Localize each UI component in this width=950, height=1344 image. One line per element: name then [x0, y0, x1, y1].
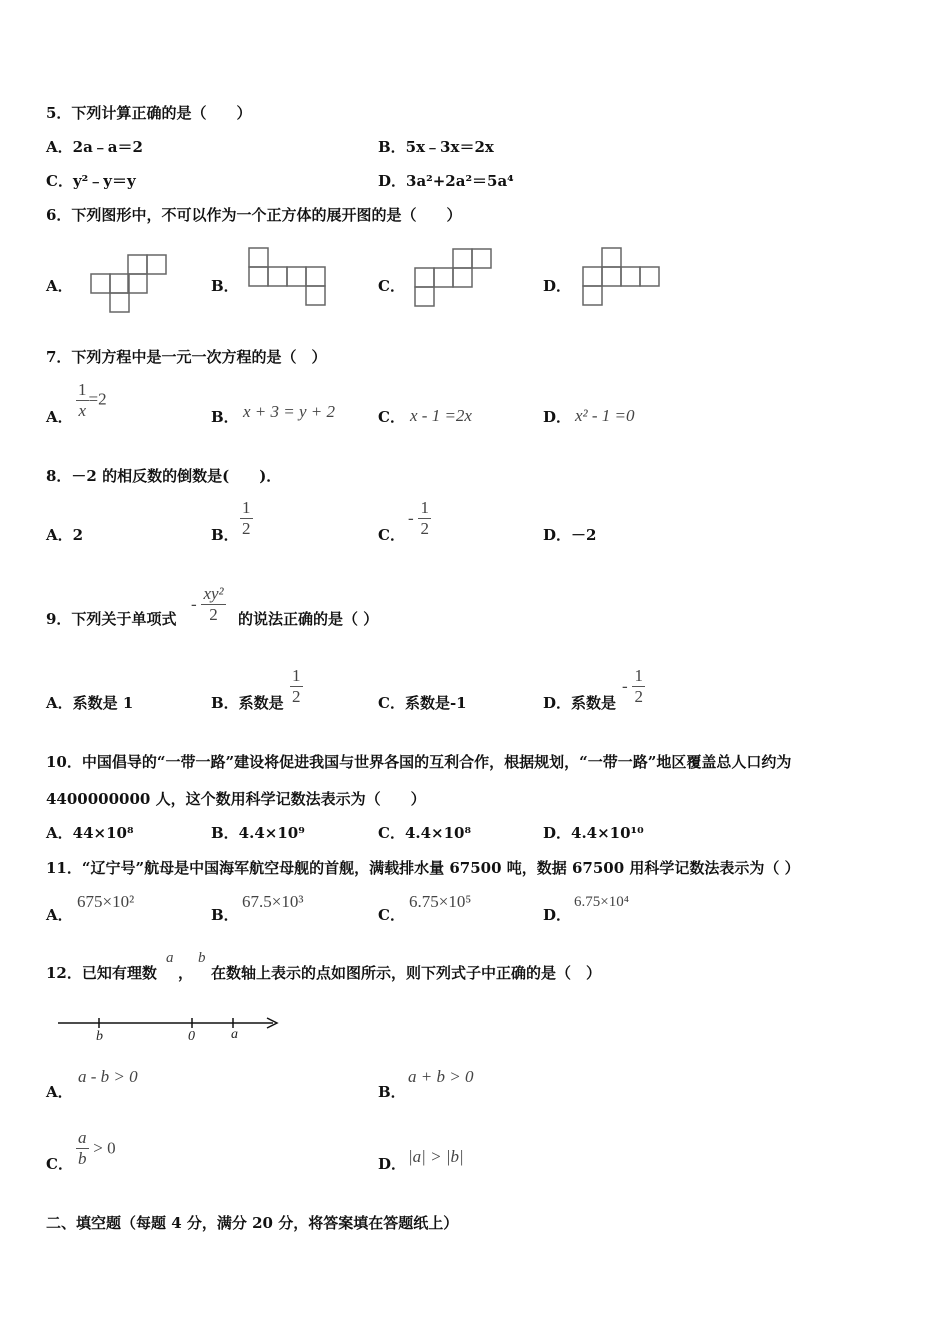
q8-c-sign: -: [408, 508, 414, 528]
q8-option-c: C．: [378, 526, 405, 544]
q5-option-d: D．3a²+2a²＝5a⁴: [378, 172, 514, 190]
q7-option-a: A．: [46, 408, 73, 426]
q7-option-c: C．: [378, 408, 405, 426]
q7-option-a-expr: [76, 380, 107, 421]
q5-option-c: C．y²﹣y＝y: [46, 172, 136, 190]
q12-b-expr: a + b > 0: [408, 1067, 474, 1086]
number-line-label-0: 0: [188, 1029, 195, 1044]
q7-a-numerator: 1: [78, 380, 87, 399]
q9-option-b: B．系数是: [211, 694, 284, 712]
q8-option-b: B．: [211, 526, 239, 544]
q8-option-a: A．2: [46, 526, 84, 544]
q9-d-numerator: 1: [634, 666, 643, 685]
q8-c-denominator: 2: [420, 519, 429, 538]
q10-option-c: C．4.4×10⁸: [378, 824, 472, 842]
q7-a-denominator: x: [78, 401, 87, 420]
q12-c-denominator: b: [78, 1149, 87, 1168]
q11-b-expr: 67.5×10³: [242, 892, 304, 911]
q12-a-expr: a - b > 0: [78, 1067, 138, 1086]
q12-comma: ，: [178, 964, 194, 982]
section-2-heading: 二、填空题（每题 4 分，满分 20 分，将答案填在答题纸上）: [46, 1214, 459, 1232]
cube-net-b: [246, 245, 332, 311]
q9-option-d: D．系数是: [543, 694, 617, 712]
q8-b-numerator: 1: [242, 498, 251, 517]
q7-option-b: B．: [211, 408, 239, 426]
q5-option-b: B．5x﹣3x＝2x: [378, 138, 494, 156]
q7-title: 7．下列方程中是一元一次方程的是（ ）: [46, 348, 327, 366]
q9-prefix: 9．下列关于单项式: [46, 610, 177, 628]
q7-c-expr: x - 1 =2x: [410, 406, 472, 425]
q9-b-fraction: [290, 666, 303, 707]
q8-b-fraction: [240, 498, 253, 539]
q9-b-numerator: 1: [292, 666, 301, 685]
q11-title: 11．“辽宁号”航母是中国海军航空母舰的首舰，满载排水量 67500 吨，数据 67500 用科学记数法表示为（ ）: [46, 859, 800, 877]
q9-d-fraction: [622, 666, 645, 707]
q12-c-expr: [76, 1128, 116, 1169]
q10-option-a: A．44×10⁸: [46, 824, 134, 842]
q7-option-d: D．: [543, 408, 572, 426]
q10-line2: 4400000000 人，这个数用科学记数法表示为（ ）: [46, 790, 426, 808]
q10-option-d: D．4.4×10¹⁰: [543, 824, 644, 842]
q8-title: 8．－2 的相反数的倒数是( )．: [46, 467, 282, 485]
q11-option-b: B．: [211, 906, 239, 924]
cube-net-a: [88, 252, 172, 316]
cube-net-d: [580, 245, 666, 311]
q9-option-c: C．系数是-1: [378, 694, 467, 712]
q9-b-denominator: 2: [292, 687, 301, 706]
q7-b-expr: x + 3 = y + 2: [243, 402, 336, 421]
q5-option-a: A．2a﹣a＝2: [46, 138, 143, 156]
q11-c-expr: 6.75×10⁵: [409, 892, 472, 911]
q11-a-expr: 675×10²: [77, 892, 135, 911]
q6-option-c: C．: [378, 277, 405, 295]
q6-option-d: D．: [543, 277, 572, 295]
q11-option-d: D．: [543, 906, 572, 924]
q5-title: 5．下列计算正确的是（ ）: [46, 104, 252, 122]
q9-monomial-numerator: xy²: [203, 584, 224, 603]
q9-d-denominator: 2: [634, 687, 643, 706]
q10-option-b: B．4.4×10⁹: [211, 824, 305, 842]
q11-option-a: A．: [46, 906, 73, 924]
q12-c-rest: > 0: [93, 1138, 116, 1158]
q6-title: 6．下列图形中，不可以作为一个正方体的展开图的是（ ）: [46, 206, 462, 224]
q11-d-expr: 6.75×10⁴: [574, 894, 629, 910]
q9-monomial-denominator: 2: [209, 605, 218, 624]
q8-c-fraction: [408, 498, 431, 539]
q12-d-expr: |a| > |b|: [408, 1147, 464, 1166]
q8-c-numerator: 1: [420, 498, 429, 517]
q6-option-a: A．: [46, 277, 73, 295]
q9-d-sign: -: [622, 676, 628, 696]
q12-option-c: C．: [46, 1155, 73, 1173]
q6-option-b: B．: [211, 277, 239, 295]
q12-suffix: 在数轴上表示的点如图所示，则下列式子中正确的是（ ）: [211, 964, 602, 982]
q12-option-d: D．: [378, 1155, 407, 1173]
q10-line1: 10．中国倡导的“一带一路”建设将促进我国与世界各国的互利合作，根据规划，“一带一路”地区覆盖总人口约为: [46, 753, 792, 771]
q7-a-rest: =2: [88, 389, 107, 409]
q12-prefix: 12．已知有理数: [46, 964, 157, 982]
q12-option-b: B．: [378, 1083, 406, 1101]
q8-option-d: D．－2: [543, 526, 597, 544]
q7-d-expr: x² - 1 =0: [575, 406, 635, 425]
q9-monomial: [191, 584, 226, 625]
number-line-label-a: a: [231, 1027, 238, 1042]
q12-c-numerator: a: [78, 1128, 87, 1147]
number-line: [55, 1012, 285, 1052]
q11-option-c: C．: [378, 906, 405, 924]
q12-var-b: b: [198, 950, 206, 966]
q12-var-a: a: [166, 950, 174, 966]
q9-monomial-sign: -: [191, 594, 197, 614]
number-line-label-b: b: [96, 1029, 103, 1044]
q9-suffix: 的说法正确的是（ ）: [238, 610, 379, 628]
q8-b-denominator: 2: [242, 519, 251, 538]
cube-net-c: [412, 246, 498, 312]
q9-option-a: A．系数是 1: [46, 694, 134, 712]
q12-option-a: A．: [46, 1083, 73, 1101]
